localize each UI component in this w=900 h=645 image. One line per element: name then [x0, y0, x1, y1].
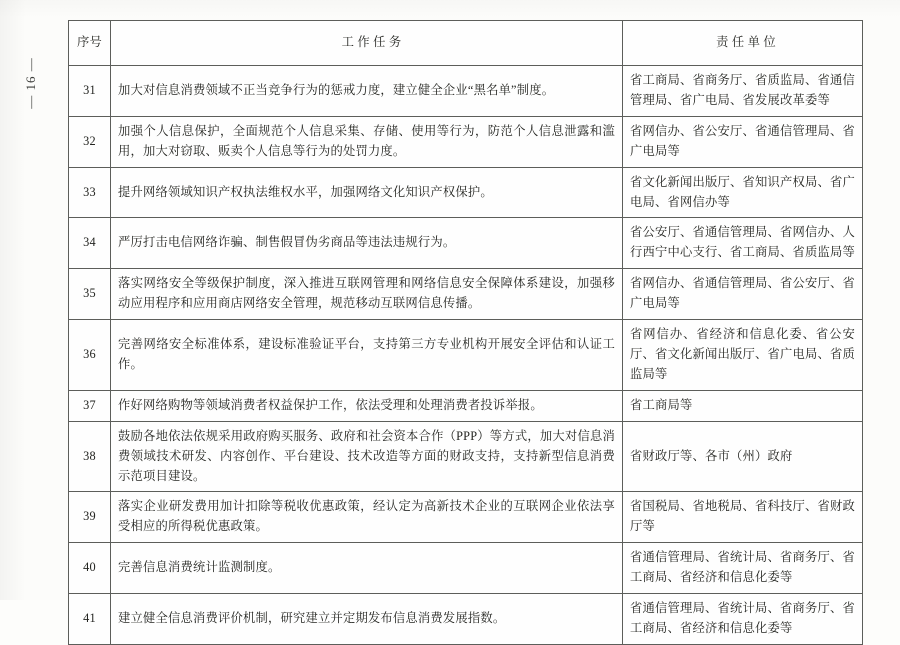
table-row — [69, 320, 863, 391]
cell-work-task: 作好网络购物等领域消费者权益保护工作，依法受理和处理消费者投诉举报。 — [111, 390, 623, 421]
cell-work-task: 提升网络领域知识产权执法维权水平，加强网络文化知识产权保护。 — [111, 167, 623, 218]
cell-responsible-unit: 省网信办、省通信管理局、省公安厅、省广电局等 — [623, 269, 863, 320]
cell-serial-number: 35 — [69, 269, 111, 320]
cell-serial-number: 32 — [69, 116, 111, 167]
cell-work-task: 鼓励各地依法依规采用政府购买服务、政府和社会资本合作（PPP）等方式，加大对信息消费领域技术研发、内容创作、平台建设、技术改造等方面的财政支持，支持新型信息消费示范项目建设。 — [111, 421, 623, 492]
cell-work-task: 加强个人信息保护，全面规范个人信息采集、存储、使用等行为，防范个人信息泄露和滥用，加大对窃取、贩卖个人信息等行为的处罚力度。 — [111, 116, 623, 167]
cell-responsible-unit: 省国税局、省地税局、省科技厅、省财政厅等 — [623, 492, 863, 543]
cell-serial-number: 36 — [69, 320, 111, 391]
table-row — [69, 66, 863, 117]
task-table-container — [68, 20, 862, 645]
column-header-serial-number: 序号 — [69, 21, 111, 66]
table-row — [69, 167, 863, 218]
cell-responsible-unit: 省公安厅、省通信管理局、省网信办、人行西宁中心支行、省工商局、省质监局等 — [623, 218, 863, 269]
cell-responsible-unit: 省工商局、省商务厅、省质监局、省通信管理局、省广电局、省发展改革委等 — [623, 66, 863, 117]
cell-work-task: 严厉打击电信网络诈骗、制售假冒伪劣商品等违法违规行为。 — [111, 218, 623, 269]
cell-work-task: 完善网络安全标准体系，建设标准验证平台，支持第三方专业机构开展安全评估和认证工作。 — [111, 320, 623, 391]
page-number: — 16 — — [23, 57, 38, 109]
table-row — [69, 116, 863, 167]
task-table — [68, 20, 863, 645]
cell-work-task: 落实网络安全等级保护制度，深入推进互联网管理和网络信息安全保障体系建设，加强移动应用程序和应用商店网络安全管理，规范移动互联网信息传播。 — [111, 269, 623, 320]
table-row — [69, 594, 863, 645]
cell-work-task: 加大对信息消费领域不正当竞争行为的惩戒力度，建立健全企业“黑名单”制度。 — [111, 66, 623, 117]
cell-work-task: 完善信息消费统计监测制度。 — [111, 543, 623, 594]
table-row — [69, 269, 863, 320]
cell-serial-number: 34 — [69, 218, 111, 269]
table-row — [69, 492, 863, 543]
cell-serial-number: 33 — [69, 167, 111, 218]
cell-serial-number: 40 — [69, 543, 111, 594]
table-row — [69, 218, 863, 269]
cell-serial-number: 39 — [69, 492, 111, 543]
cell-responsible-unit: 省通信管理局、省统计局、省商务厅、省工商局、省经济和信息化委等 — [623, 594, 863, 645]
table-header — [69, 21, 863, 66]
table-body — [69, 66, 863, 645]
cell-responsible-unit: 省工商局等 — [623, 390, 863, 421]
column-header-work-task: 工 作 任 务 — [111, 21, 623, 66]
cell-serial-number: 31 — [69, 66, 111, 117]
table-row — [69, 543, 863, 594]
table-row — [69, 390, 863, 421]
cell-responsible-unit: 省文化新闻出版厅、省知识产权局、省广电局、省网信办等 — [623, 167, 863, 218]
cell-serial-number: 37 — [69, 390, 111, 421]
table-row — [69, 421, 863, 492]
cell-responsible-unit: 省网信办、省经济和信息化委、省公安厅、省文化新闻出版厅、省广电局、省质监局等 — [623, 320, 863, 391]
cell-responsible-unit: 省通信管理局、省统计局、省商务厅、省工商局、省经济和信息化委等 — [623, 543, 863, 594]
cell-serial-number: 38 — [69, 421, 111, 492]
cell-work-task: 建立健全信息消费评价机制，研究建立并定期发布信息消费发展指数。 — [111, 594, 623, 645]
column-header-responsible-unit: 责 任 单 位 — [623, 21, 863, 66]
cell-responsible-unit: 省财政厅等、各市（州）政府 — [623, 421, 863, 492]
cell-serial-number: 41 — [69, 594, 111, 645]
cell-responsible-unit: 省网信办、省公安厅、省通信管理局、省广电局等 — [623, 116, 863, 167]
table-header-row — [69, 21, 863, 66]
page-folio — [14, 28, 48, 138]
cell-work-task: 落实企业研发费用加计扣除等税收优惠政策，经认定为高新技术企业的互联网企业依法享受相应的所得税优惠政策。 — [111, 492, 623, 543]
